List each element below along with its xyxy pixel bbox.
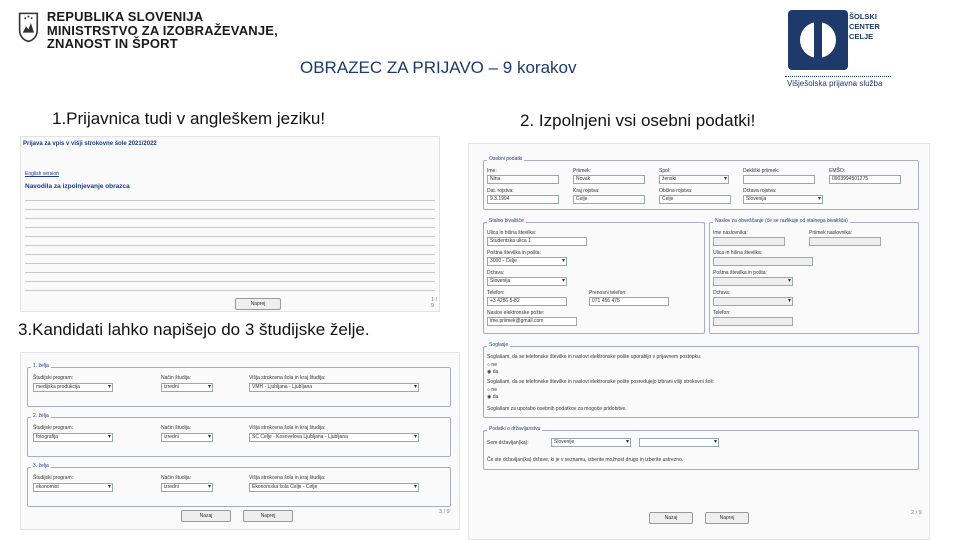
logo-text: ŠOLSKI CENTER CELJE: [849, 12, 880, 41]
form-title: Prijava za vpis v višji strokovne šole 2021/2022: [23, 141, 157, 147]
consent-text-2: Soglašam, da se telefonske številke in naslovi elektronske pošte posredujejo izbrani višji strokovni šoli:: [487, 379, 715, 385]
program-label: Študijski program:: [33, 475, 74, 481]
school-select[interactable]: VMH - Ljubljana - Ljubljana ▾: [249, 383, 419, 392]
country-select[interactable]: Slovenija ▾: [487, 277, 567, 286]
school-label: Višja strokovna šola in kraj študija:: [249, 425, 326, 431]
school-select[interactable]: Ekonomska šola Celje - Celje ▾: [249, 483, 419, 492]
logo-divider: [785, 76, 891, 77]
recipient-surname-input[interactable]: [809, 237, 881, 246]
label: Občina rojstva:: [659, 188, 693, 194]
postal-select[interactable]: 3000 - Celje ▾: [487, 257, 567, 266]
label: Dat. rojstva:: [487, 188, 514, 194]
back-button[interactable]: Nazaj: [649, 512, 693, 524]
mode-label: Način študija:: [161, 475, 192, 481]
email-input[interactable]: ime.priimek@gmail.com: [487, 317, 577, 326]
program-label: Študijski program:: [33, 375, 74, 381]
screenshot-step-2: [468, 143, 930, 540]
gender-select[interactable]: ženski ▾: [659, 175, 729, 184]
mail-phone-input[interactable]: [713, 317, 793, 326]
citizenship-note: Če ste državljan(ka) države, ki je v seznamu, izberite možnost drugo in izberite ustrezno.: [487, 457, 684, 463]
step-2-caption: 2. Izpolnjeni vsi osebni podatki!: [520, 111, 756, 130]
second-citizenship-select[interactable]: [639, 438, 719, 447]
label: Dekliški priimek:: [743, 168, 780, 174]
last-name-input[interactable]: Novak: [573, 175, 645, 184]
mail-street-input[interactable]: [713, 257, 813, 266]
choice-label: 2. želja: [33, 413, 49, 419]
page-indicator: 3 / 9: [439, 509, 450, 515]
page-indicator: 1 / 9: [431, 297, 438, 309]
label: Ime:: [487, 168, 497, 174]
section-title: Osebni podatki: [489, 156, 523, 162]
label: Ime naslovnika:: [713, 230, 748, 236]
mail-country-select[interactable]: [713, 297, 793, 306]
citizenship-section: [483, 430, 919, 470]
school-label: Višja strokovna šola in kraj študija:: [249, 475, 326, 481]
slovenia-crest-icon: [18, 8, 39, 46]
label: Prenosni telefon:: [589, 290, 627, 296]
label: Država:: [713, 290, 731, 296]
next-button[interactable]: Naprej: [705, 512, 749, 524]
label: Priimek naslovnika:: [809, 230, 853, 236]
radio-no[interactable]: ○ ne: [487, 387, 497, 393]
maiden-name-input[interactable]: [743, 175, 815, 184]
radio-no[interactable]: ○ ne: [487, 362, 497, 368]
choice-label: 3. želja: [33, 463, 49, 469]
label: Telefon:: [487, 290, 505, 296]
label: Kraj rojstva:: [573, 188, 600, 194]
program-select[interactable]: medijska produkcija ▾: [33, 383, 113, 392]
citizenship-label: Sem državljan(ka):: [487, 440, 529, 446]
mobile-input[interactable]: 071 456 475: [589, 297, 669, 306]
label: Država rojstva:: [743, 188, 777, 194]
mail-postal-select[interactable]: [713, 277, 793, 286]
ministry-name: REPUBLIKA SLOVENIJA MINISTRSTVO ZA IZOBRAŽEVANJE, ZNANOST IN ŠPORT: [46, 9, 278, 51]
school-select[interactable]: ŠC Celje - Kosovelova Ljubljana - Ljubljana ▾: [249, 433, 419, 442]
label: Država:: [487, 270, 505, 276]
radio-yes[interactable]: ◉ da: [487, 369, 499, 375]
label: Priimek:: [573, 168, 592, 174]
mode-select[interactable]: izredni ▾: [161, 483, 213, 492]
mode-select[interactable]: izredni ▾: [161, 383, 213, 392]
next-button[interactable]: Naprej: [235, 298, 281, 310]
birth-date-input[interactable]: 9.3.1994: [487, 195, 559, 204]
page-indicator: 2 / 9: [911, 510, 922, 516]
first-name-input[interactable]: Nina: [487, 175, 559, 184]
back-button[interactable]: Nazaj: [181, 510, 231, 522]
next-button[interactable]: Naprej: [243, 510, 293, 522]
step-3-caption: 3.Kandidati lahko napišejo do 3 študijske želje.: [18, 320, 370, 339]
program-select[interactable]: ekonomist ▾: [33, 483, 113, 492]
ministry-header: [18, 8, 278, 54]
program-label: Študijski program:: [33, 425, 74, 431]
citizenship-select[interactable]: Slovenije ▾: [551, 438, 631, 447]
label: Naslov elektronske pošte:: [487, 310, 545, 316]
label: Poštna številka in pošta:: [713, 270, 767, 276]
label: Telefon:: [713, 310, 731, 316]
school-logo-icon: [788, 10, 848, 70]
consent-text-1: Soglašam, da se telefonske številke in naslovi elektronske pošte uporabijo v prijavnem postopku:: [487, 354, 702, 360]
radio-yes[interactable]: ◉ da: [487, 394, 499, 400]
choice-label: 1. želja: [33, 363, 49, 369]
street-input[interactable]: Študentska ulica 1: [487, 237, 587, 246]
label: EMŠO:: [829, 168, 846, 174]
school-label: Višja strokovna šola in kraj študija:: [249, 375, 326, 381]
emso-input[interactable]: 0903994501275: [829, 175, 901, 184]
instructions-heading: Navodila za izpolnjevanje obrazca: [25, 183, 130, 190]
instructions-text: [25, 195, 435, 291]
phone-input[interactable]: +3 4286 5-82: [487, 297, 567, 306]
program-select[interactable]: fotografija ▾: [33, 433, 113, 442]
english-version-link[interactable]: English version: [25, 171, 59, 177]
section-title: Podatki o državljanstvu: [489, 426, 541, 432]
school-center-logo: [785, 6, 895, 90]
recipient-name-input[interactable]: [713, 237, 785, 246]
section-title: Stalno bivališče: [489, 218, 524, 224]
section-title: Soglasje: [489, 342, 509, 348]
birth-country-select[interactable]: Slovenija ▾: [743, 195, 823, 204]
birth-place-input[interactable]: Celje: [573, 195, 645, 204]
label: Poštna številka in pošta:: [487, 250, 541, 256]
logo-subtitle: Višješolska prijavna služba: [787, 79, 883, 88]
label: Spol:: [659, 168, 671, 174]
label: Ulica in hišna številka:: [713, 250, 763, 256]
step-1-caption: 1.Prijavnica tudi v angleškem jeziku!: [52, 109, 326, 128]
screenshot-step-1: [20, 136, 440, 312]
page-title: OBRAZEC ZA PRIJAVO – 9 korakov: [300, 58, 577, 77]
birth-municipality-input[interactable]: Celje: [659, 195, 731, 204]
consent-note: Soglašam za uporabo osebnih podatkov za mogoče pridobitve.: [487, 406, 627, 412]
screenshot-step-3: [20, 352, 460, 530]
mode-label: Način študija:: [161, 425, 192, 431]
mode-select[interactable]: izredni ▾: [161, 433, 213, 442]
label: Ulica in hišna številka:: [487, 230, 537, 236]
mode-label: Način študija:: [161, 375, 192, 381]
section-title: Naslov za obveščanje (če se razlikuje od stalnega bivališča): [715, 218, 848, 224]
